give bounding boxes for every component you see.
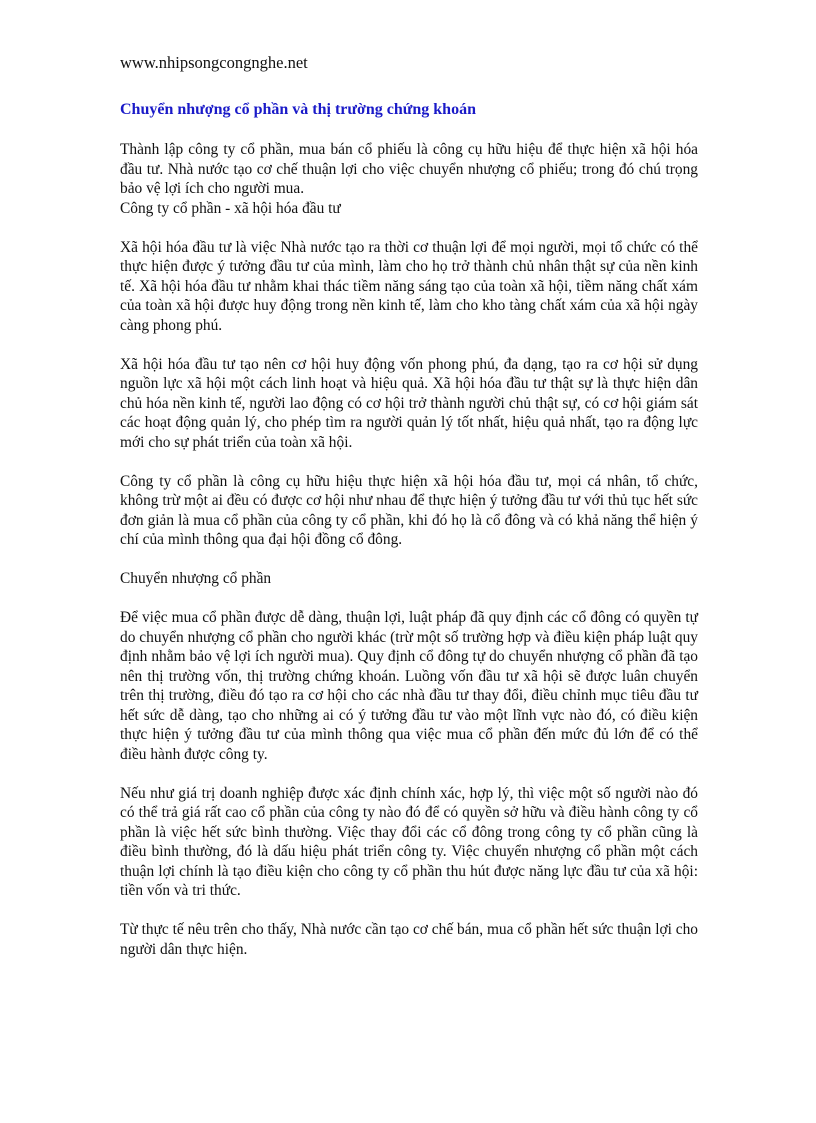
body-paragraph: Để việc mua cổ phần được dễ dàng, thuận lợi, luật pháp đã quy định các cổ đông có quyền tự do chuyển nhượng cổ phần cho người khác (trừ một số trường hợp và điều kiện pháp luật quy định nhằm bảo vệ lợi ích người mua). Quy định cổ đông tự do chuyển nhượng cổ phần đã tạo nên thị trường vốn, thị trường chứng khoán. Luồng vốn đầu tư xã hội sẽ được luân chuyển trên thị trường, điều đó tạo ra cơ hội cho các nhà đầu tư thay đổi, điều chỉnh mục tiêu đầu tư hết sức dễ dàng, tạo cho những ai có ý tưởng đầu tư vào một lĩnh vực nào đó, có điều kiện thực hiện ý tưởng đầu tư của mình thông qua việc mua cổ phần đến mức đủ lớn để có thể điều hành được công ty.: [120, 609, 698, 763]
section-heading-social-investment: Công ty cổ phần - xã hội hóa đầu tư: [120, 199, 341, 217]
article-title: Chuyển nhượng cổ phần và thị trường chứng khoán: [120, 101, 476, 118]
intro-paragraph: Thành lập công ty cổ phần, mua bán cổ phiếu là công cụ hữu hiệu để thực hiện xã hội hóa đầu tư. Nhà nước tạo cơ chế thuận lợi cho việc chuyển nhượng cổ phiếu; trong đó chú trọng bảo vệ lợi ích cho người mua.: [120, 141, 698, 197]
site-url: www.nhipsongcongnghe.net: [120, 53, 308, 72]
section-heading-share-transfer: Chuyển nhượng cổ phần: [120, 570, 272, 587]
body-paragraph: Xã hội hóa đầu tư là việc Nhà nước tạo ra thời cơ thuận lợi để mọi người, mọi tổ chức có thể thực hiện được ý tưởng đầu tư của mình, làm cho họ trở thành chủ nhân thật sự của nền kinh tế. Xã hội hóa đầu tư nhằm khai thác tiềm năng sáng tạo của toàn xã hội, tiềm năng chất xám của toàn xã hội được huy động trong nền kinh tế, làm cho kho tàng chất xám của xã hội ngày càng phong phú.: [120, 238, 698, 334]
body-paragraph: Nếu như giá trị doanh nghiệp được xác định chính xác, hợp lý, thì việc một số người nào đó có thể trả giá rất cao cổ phần của công ty nào đó để có quyền sở hữu và điều hành công ty cổ phần là việc hết sức bình thường. Việc thay đổi các cổ đông trong công ty cổ phần cũng là điều bình thường, đó là dấu hiệu phát triển công ty. Việc chuyển nhượng cổ phần một cách thuận lợi chính là tạo điều kiện cho công ty cổ phần thu hút được năng lực đầu tư của xã hội: tiền vốn và tri thức.: [120, 784, 698, 899]
conclusion-paragraph: Từ thực tế nêu trên cho thấy, Nhà nước cần tạo cơ chế bán, mua cổ phần hết sức thuận lợi cho người dân thực hiện.: [120, 921, 698, 958]
document-page: [120, 52, 698, 959]
body-paragraph: Xã hội hóa đầu tư tạo nên cơ hội huy động vốn phong phú, đa dạng, tạo ra cơ hội sử dụng nguồn lực xã hội một cách linh hoạt và hiệu quả. Xã hội hóa đầu tư thật sự là thực hiện dân chủ hóa nền kinh tế, người lao động có cơ hội trở thành người chủ thật sự, có cơ hội giám sát các hoạt động quản lý, cho phép tìm ra người quản lý tốt nhất, hiệu quả nhất, tạo ra động lực mới cho sự phát triển của toàn xã hội.: [120, 355, 698, 451]
body-paragraph: Công ty cổ phần là công cụ hữu hiệu thực hiện xã hội hóa đầu tư, mọi cá nhân, tổ chức, không trừ một ai đều có được cơ hội như nhau để thực hiện ý tưởng đầu tư với thủ tục hết sức đơn giản là mua cổ phần của công ty cổ phần, khi đó họ là cổ đông và có khả năng thể hiện ý chí của mình thông qua đại hội đồng cổ đông.: [120, 472, 698, 548]
